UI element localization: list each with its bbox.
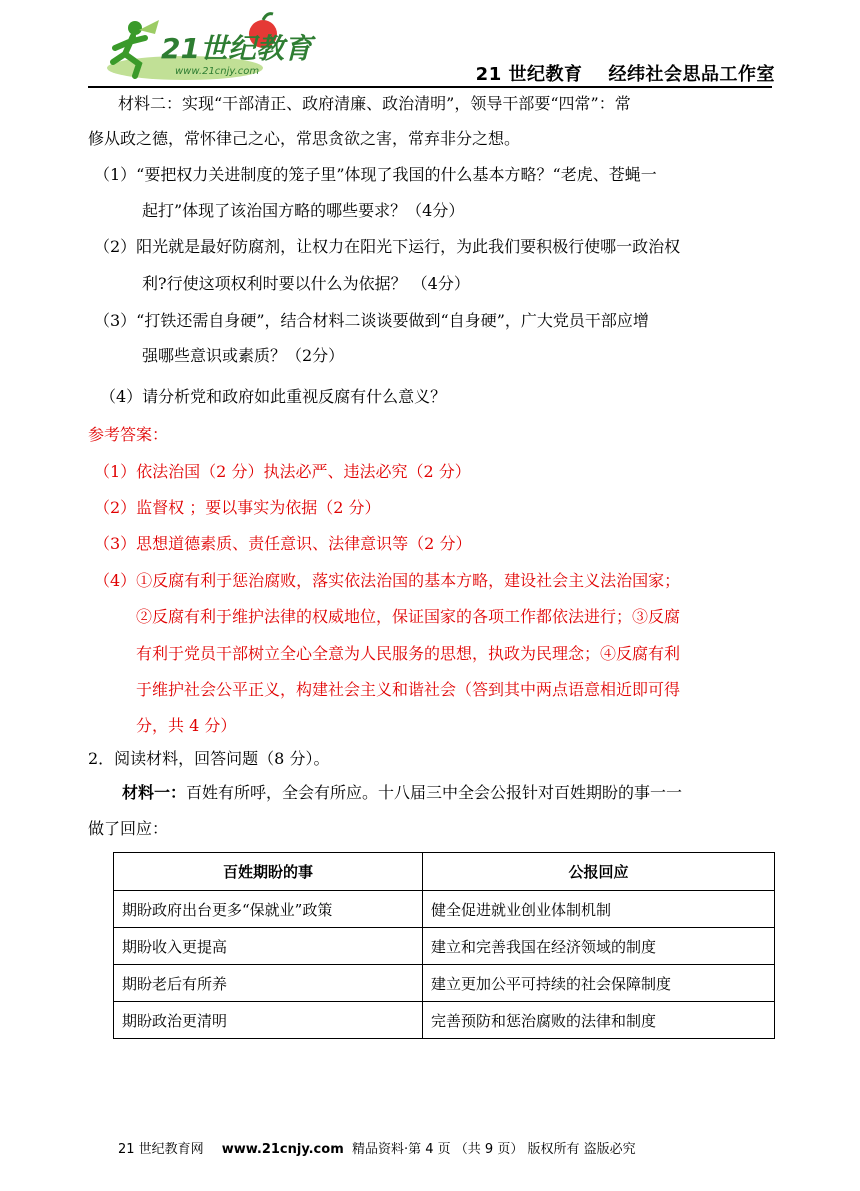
- answer-4-line2: ②反腐有利于维护法律的权威地位，保证国家的各项工作都依法进行；③反腐: [136, 607, 681, 626]
- table-row: [114, 928, 775, 965]
- table-cell: 建立更加公平可持续的社会保障制度: [423, 965, 775, 1002]
- answer-4-line1: （4）①反腐有利于惩治腐败，落实依法治国的基本方略，建设社会主义法治国家；: [94, 571, 681, 590]
- table-row: [114, 965, 775, 1002]
- table-cell: 建立和完善我国在经济领域的制度: [423, 928, 775, 965]
- table-cell: 期盼老后有所养: [114, 965, 423, 1002]
- svg-text:www.21cnjy.com: www.21cnjy.com: [175, 66, 260, 77]
- svg-text:21世纪教育: 21世纪教育: [161, 32, 312, 65]
- table-cell: 期盼政府出台更多“保就业”政策: [114, 891, 423, 928]
- answer-4-line3: 有利于党员干部树立全心全意为人民服务的思想，执政为民理念；④反腐有利: [136, 644, 681, 663]
- table-cell: 期盼政治更清明: [114, 1002, 423, 1039]
- footer-info: 精品资料·第 4 页 （共 9 页） 版权所有 盗版必究: [352, 1142, 636, 1157]
- question-3-line2: 强哪些意识或素质？（2分）: [142, 346, 345, 365]
- header-brand: [476, 60, 775, 86]
- page-footer: [118, 1138, 636, 1157]
- question-4: （4）请分析党和政府如此重视反腐有什么意义？: [100, 387, 447, 406]
- question-1-line1: （1）“要把权力关进制度的笼子里”体现了我国的什么基本方略？“老虎、苍蝇一: [94, 165, 657, 184]
- site-logo: [95, 8, 312, 86]
- material2-line2: 修从政之德，常怀律己之心，常思贪欲之害，常弃非分之想。: [88, 129, 521, 148]
- table-row: [114, 1002, 775, 1039]
- brand-name: 21 世纪教育: [475, 64, 583, 85]
- table-cell: 健全促进就业创业体制机制: [423, 891, 775, 928]
- material1-line1: [122, 782, 682, 804]
- table-header-cell: 公报回应: [423, 853, 775, 891]
- table-cell: 期盼收入更提高: [114, 928, 423, 965]
- answer-4-line4: 于维护社会公平正义，构建社会主义和谐社会（答到其中两点语意相近即可得: [136, 680, 681, 699]
- response-table: [113, 852, 775, 1039]
- material2-line1: 材料二：实现“干部清正、政府清廉、政治清明”，领导干部要“四常”：常: [118, 94, 631, 113]
- footer-web-link[interactable]: www.21cnjy.com: [221, 1142, 344, 1157]
- question-3-line1: （3）“打铁还需自身硬”，结合材料二谈谈要做到“自身硬”，广大党员干部应增: [94, 311, 649, 330]
- question-2-line1: （2）阳光就是最好防腐剂，让权力在阳光下运行，为此我们要积极行使哪一政治权: [94, 237, 681, 256]
- material1-label: 材料一：: [122, 783, 187, 802]
- answer-heading: 参考答案：: [88, 425, 169, 444]
- answer-1: （1）依法治国（2 分）执法必严、违法必究（2 分）: [94, 462, 471, 481]
- footer-site: 21 世纪教育网: [118, 1142, 204, 1157]
- question-2-title: 2．阅读材料，回答问题（8 分）。: [88, 749, 330, 768]
- header-rule: [88, 86, 772, 88]
- table-cell: 完善预防和惩治腐败的法律和制度: [423, 1002, 775, 1039]
- answer-3: （3）思想道德素质、责任意识、法律意识等（2 分）: [94, 534, 472, 553]
- answer-2: （2）监督权 ；要以事实为依据（2 分）: [94, 498, 381, 517]
- table-header-row: [114, 853, 775, 891]
- question-1-line2: 起打”体现了该治国方略的哪些要求？（4分）: [142, 201, 465, 220]
- logo-graphic: [95, 8, 312, 86]
- material1-line2: 做了回应：: [88, 819, 169, 838]
- table-row: [114, 891, 775, 928]
- material1-text: 百姓有所呼，全会有所应。十八届三中全会公报针对百姓期盼的事一一: [186, 783, 683, 802]
- answer-4-line5: 分，共 4 分）: [136, 716, 237, 735]
- table-header-cell: 百姓期盼的事: [114, 853, 423, 891]
- studio-name: 经纬社会思品工作室: [608, 64, 775, 85]
- question-2-line2: 利?行使这项权利时要以什么为依据？ （4分）: [142, 274, 470, 293]
